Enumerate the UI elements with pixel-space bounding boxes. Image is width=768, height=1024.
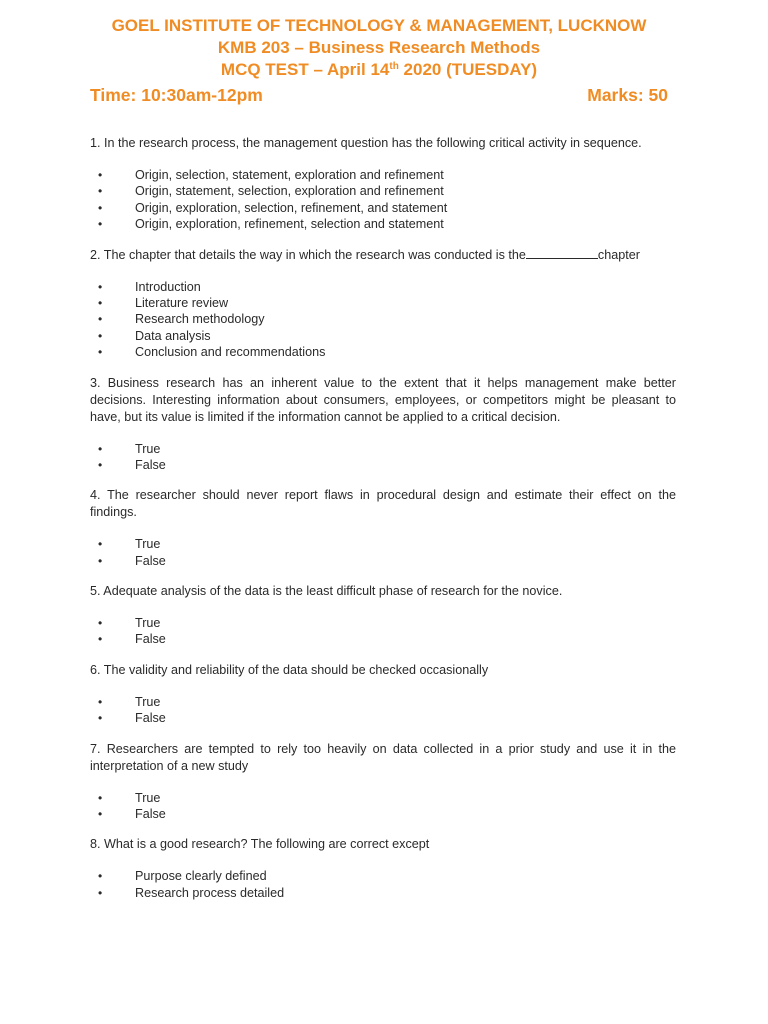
question-2	[90, 247, 676, 264]
test-title-prefix: MCQ TEST – April 14	[220, 60, 390, 79]
question-6-options	[90, 694, 676, 727]
option: • Data analysis	[90, 328, 676, 344]
test-title-suffix: 2020 (TUESDAY)	[398, 60, 538, 79]
option: • True	[90, 441, 676, 457]
question-2-options	[90, 279, 676, 361]
question-8-options	[90, 868, 676, 901]
fill-blank	[526, 247, 598, 259]
question-5: 5. Adequate analysis of the data is the least difficult phase of research for the novice.	[90, 584, 563, 599]
test-time: Time: 10:30am-12pm	[90, 85, 263, 105]
option: • Research process detailed	[90, 885, 676, 901]
option: • True	[90, 694, 676, 710]
option: • Origin, selection, statement, exploration and refinement	[90, 167, 676, 183]
question-7: 7. Researchers are tempted to rely too heavily on data collected in a prior study and use it in the interpretation of a new study	[90, 741, 676, 773]
institute-title: GOEL INSTITUTE OF TECHNOLOGY & MANAGEMENT, LUCKNOW	[111, 16, 647, 35]
option: • True	[90, 536, 676, 552]
option: • False	[90, 457, 676, 473]
question-2-text-end: chapter	[597, 247, 640, 262]
question-4-options	[90, 536, 676, 569]
option: • Origin, statement, selection, exploration and refinement	[90, 183, 676, 199]
question-5-options	[90, 615, 676, 648]
option: • Conclusion and recommendations	[90, 344, 676, 360]
option: • Research methodology	[90, 311, 676, 327]
option: • Origin, exploration, selection, refinement, and statement	[90, 200, 676, 216]
option: • False	[90, 553, 676, 569]
document-header	[90, 15, 668, 107]
question-8: 8. What is a good research? The following are correct except	[90, 837, 430, 852]
question-3: 3. Business research has an inherent value to the extent that it helps management make better decisions. Interesting information about consumers, employees, or competitors might be pleasant to have, but its value is limited if the information cannot be applied to a critical decision.	[90, 375, 676, 424]
test-title-sup: th	[389, 61, 399, 72]
option: • Purpose clearly defined	[90, 868, 676, 884]
test-marks: Marks: 50	[587, 85, 668, 105]
question-7-options	[90, 790, 676, 823]
question-4: 4. The researcher should never report flaws in procedural design and estimate their effect on the findings.	[90, 488, 676, 520]
test-title	[90, 59, 668, 81]
option: • Origin, exploration, refinement, selection and statement	[90, 216, 676, 232]
question-6: 6. The validity and reliability of the data should be checked occasionally	[90, 662, 489, 677]
option: • True	[90, 790, 676, 806]
option: • False	[90, 710, 676, 726]
question-1: 1. In the research process, the management question has the following critical activity in sequence.	[90, 136, 642, 150]
option: • False	[90, 631, 676, 647]
course-title: KMB 203 – Business Research Methods	[217, 38, 541, 57]
option: • False	[90, 806, 676, 822]
question-list	[90, 135, 676, 915]
option: • Literature review	[90, 295, 676, 311]
question-2-text: 2. The chapter that details the way in which the research was conducted is the	[90, 247, 526, 262]
time-marks-row	[90, 83, 668, 107]
option: • True	[90, 615, 676, 631]
question-1-options	[90, 167, 676, 233]
question-3-options	[90, 441, 676, 474]
option: • Introduction	[90, 279, 676, 295]
